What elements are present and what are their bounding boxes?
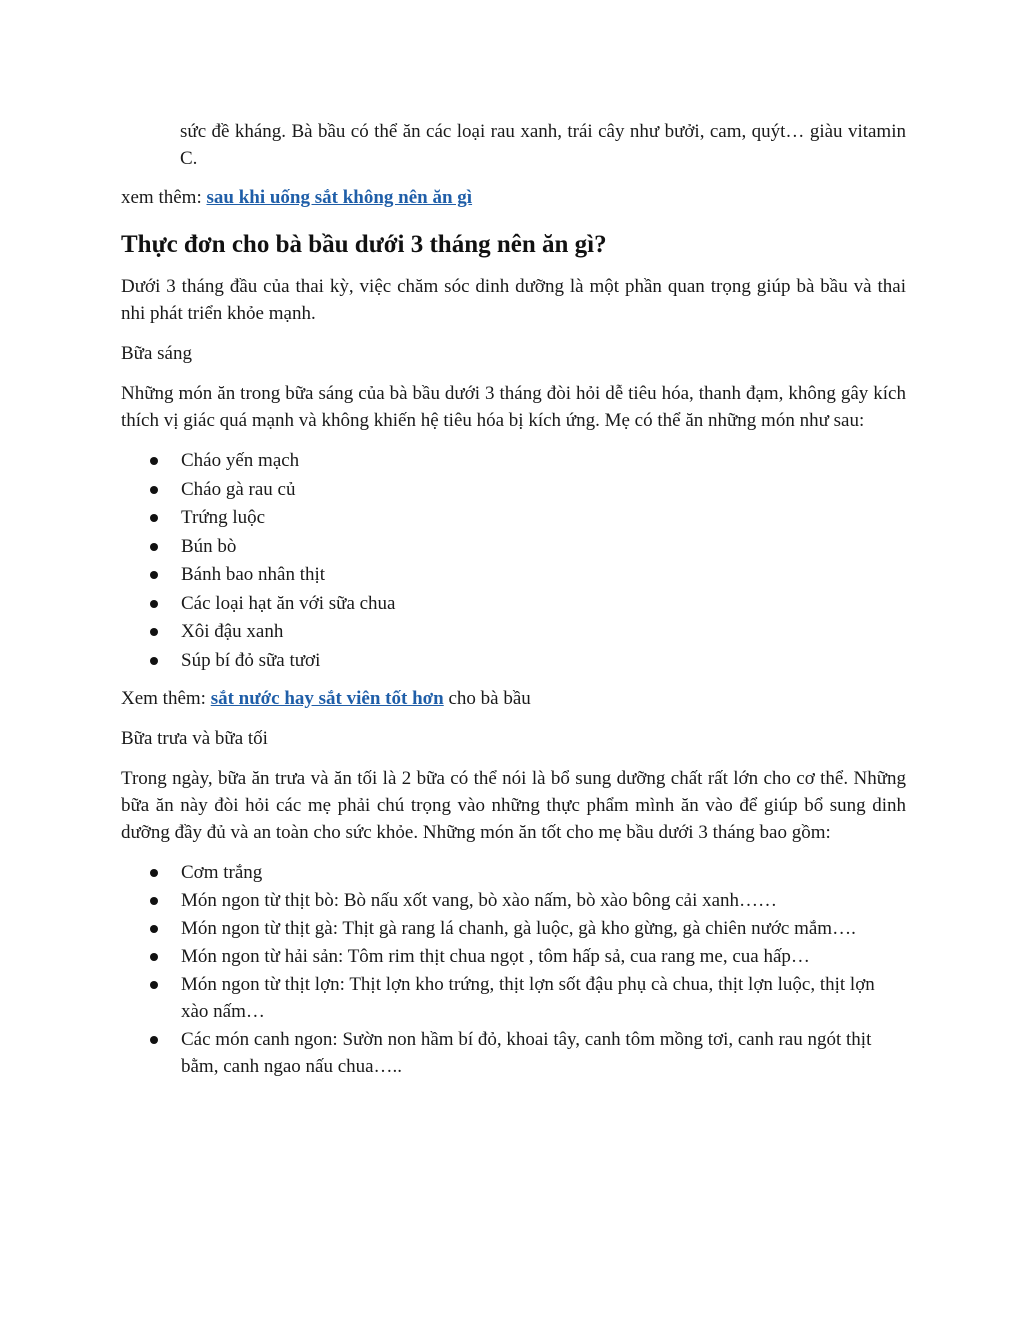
see-more-suffix: cho bà bầu [443,687,531,709]
intro-paragraph: Dưới 3 tháng đầu của thai kỳ, việc chăm sóc dinh dưỡng là một phần quan trọng giúp bà bầu và thai nhi phát triển khỏe mạnh. [121,276,906,324]
see-more-line-1 [121,184,906,211]
list-item: Cháo gà rau củ [121,476,906,503]
breakfast-list [121,447,906,674]
continuation-paragraph: sức đề kháng. Bà bầu có thể ăn các loại rau xanh, trái cây như bưởi, cam, quýt… giàu vitamin C. [180,121,906,169]
bullet-icon [150,953,158,961]
bullet-icon [150,925,158,933]
list-item: Cháo yến mạch [121,447,906,474]
list-item: Trứng luộc [121,504,906,531]
breakfast-title: Bữa sáng [121,343,192,364]
bullet-icon [150,657,158,665]
list-item: Các món canh ngon: Sườn non hầm bí đỏ, khoai tây, canh tôm mồng tơi, canh rau ngót thịt bằm, canh ngao nấu chua….. [121,1026,906,1080]
list-item: Súp bí đỏ sữa tươi [121,647,906,674]
list-item: Bánh bao nhân thịt [121,561,906,588]
list-item: Món ngon từ thịt bò: Bò nấu xốt vang, bò xào nấm, bò xào bông cải xanh…… [121,887,906,914]
bullet-icon [150,571,158,579]
bullet-icon [150,981,158,989]
bullet-icon [150,1036,158,1044]
bullet-icon [150,869,158,877]
lunch-dinner-description: Trong ngày, bữa ăn trưa và ăn tối là 2 bữa có thể nói là bổ sung dưỡng chất rất lớn cho cơ thể. Những bữa ăn này đòi hỏi các mẹ phải chú trọng vào những thực phẩm mình ăn vào để giúp bổ sung dinh dưỡng đầy đủ và an toàn cho sức khỏe. Những món ăn tốt cho mẹ bầu dưới 3 tháng bao gồm: [121,767,906,843]
see-more-link-iron-food[interactable]: sau khi uống sắt không nên ăn gì [206,187,473,208]
bullet-icon [150,514,158,522]
breakfast-description: Những món ăn trong bữa sáng của bà bầu dưới 3 tháng đòi hỏi dễ tiêu hóa, thanh đạm, không gây kích thích vị giác quá mạnh và không khiến hệ tiêu hóa bị kích ứng. Mẹ có thể ăn những món như sau: [121,383,906,431]
bullet-icon [150,457,158,465]
see-more-line-2 [121,685,906,712]
bullet-icon [150,486,158,494]
list-item: Món ngon từ hải sản: Tôm rim thịt chua ngọt , tôm hấp sả, cua rang me, cua hấp… [121,943,906,970]
bullet-icon [150,600,158,608]
lunch-dinner-list [121,859,906,1080]
list-item: Các loại hạt ăn với sữa chua [121,590,906,617]
list-item: Bún bò [121,533,906,560]
list-item: Cơm trắng [121,859,906,886]
see-more-prefix: Xem thêm: [121,687,211,709]
lunch-dinner-title: Bữa trưa và bữa tối [121,727,268,749]
bullet-icon [150,543,158,551]
list-item: Xôi đậu xanh [121,618,906,645]
see-more-prefix: xem thêm: [121,187,207,208]
bullet-icon [150,628,158,636]
section-heading: Thực đơn cho bà bầu dưới 3 tháng nên ăn gì? [121,231,607,258]
list-item: Món ngon từ thịt gà: Thịt gà rang lá chanh, gà luộc, gà kho gừng, gà chiên nước mắm…. [121,915,906,942]
see-more-link-iron-type[interactable]: sắt nước hay sắt viên tốt hơn [210,687,444,709]
list-item: Món ngon từ thịt lợn: Thịt lợn kho trứng, thịt lợn sốt đậu phụ cà chua, thịt lợn luộc, thịt lợn xào nấm… [121,971,906,1025]
document-page [121,118,906,1091]
bullet-icon [150,897,158,905]
